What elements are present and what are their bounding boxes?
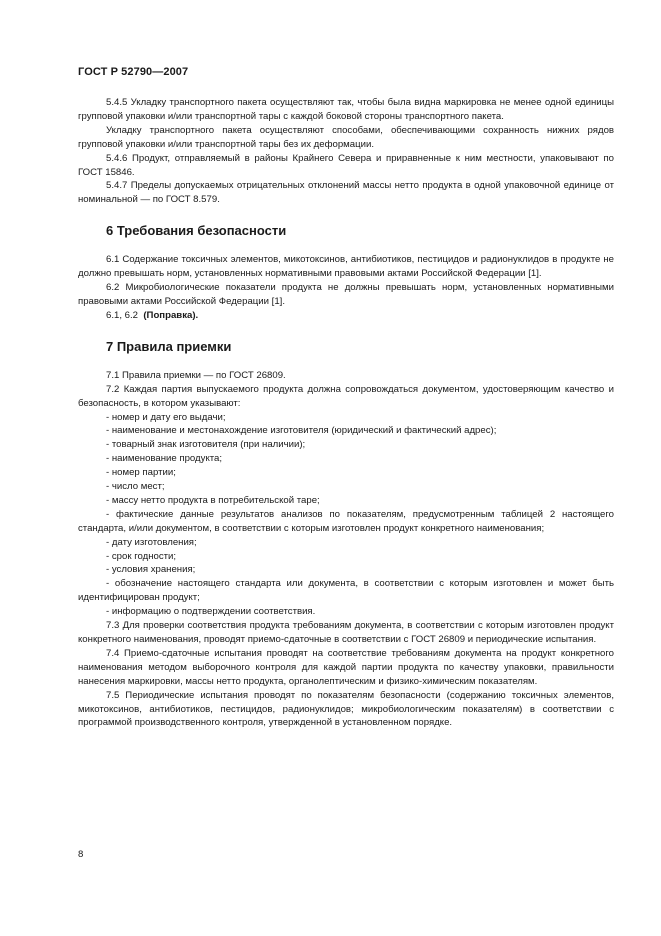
list-item: - наименование продукта; <box>106 453 223 465</box>
amendment-label: (Поправка). <box>143 309 199 321</box>
list-item: - номер партии; <box>106 467 176 479</box>
list-item: - обозначение настоящего стандарта или документа, в соответствии с которым изготовлен и может быть идентифицирован продукт; <box>78 578 614 604</box>
list-item: - массу нетто продукта в потребительской таре; <box>106 494 320 506</box>
amendment-note <box>78 309 614 323</box>
list-item: - наименование и местонахождение изготовителя (юридический и фактический адрес); <box>106 425 497 437</box>
paragraph-5-4-7: 5.4.7 Пределы допускаемых отрицательных отклонений массы нетто продукта в одной упаковочной единице от номинальной — по ГОСТ 8.579. <box>78 180 614 206</box>
list-item: - информацию о подтверждении соответствия. <box>106 606 316 618</box>
list-item: - товарный знак изготовителя (при наличии); <box>106 439 306 451</box>
section-7-heading: 7 Правила приемки <box>106 338 232 354</box>
page-content <box>78 96 614 730</box>
list-item: - условия хранения; <box>106 564 196 576</box>
section-6-heading: 6 Требования безопасности <box>106 223 287 239</box>
page-number: 8 <box>78 849 84 860</box>
standard-header: ГОСТ Р 52790—2007 <box>78 66 189 78</box>
list-item: - число мест; <box>106 481 165 493</box>
paragraph-7-1: 7.1 Правила приемки — по ГОСТ 26809. <box>106 369 286 381</box>
paragraph-7-4: 7.4 Приемо-сдаточные испытания проводят на соответствие требованиям документа на продукт конкретного наименования методом выборочного контроля для каждой партии продукта по качеству упаковки, правильности нанесения маркировки, массы нетто продукта, органолептическим и физико-химическим показателям. <box>78 647 614 687</box>
paragraph-5-4-6: 5.4.6 Продукт, отправляемый в районы Крайнего Севера и приравненные к ним местности, упаковывают по ГОСТ 15846. <box>78 152 614 178</box>
paragraph-5-4-5-continued: Укладку транспортного пакета осуществляют способами, обеспечивающими сохранность нижних рядов групповой упаковки и/или транспортной тары без их деформации. <box>78 124 614 150</box>
paragraph-6-2: 6.2 Микробиологические показатели продукта не должны превышать норм, установленных нормативными правовыми актами Российской Федерации [1]. <box>78 282 614 307</box>
paragraph-6-1: 6.1 Содержание токсичных элементов, микотоксинов, антибиотиков, пестицидов и радионуклидов в продукте не должно превышать норм, установленных нормативными правовыми актами Российской Федерации [1]. <box>78 254 614 280</box>
paragraph-7-5: 7.5 Периодические испытания проводят по показателям безопасности (содержанию токсичных элементов, микотоксинов, антибиотиков, пестицидов, радионуклидов; микробиологическим показателям) в соответствии с программой производственного контроля, утвержденной в установленном порядке. <box>78 689 614 729</box>
paragraph-7-3: 7.3 Для проверки соответствия продукта требованиям документа, в соответствии с которым изготовлен продукт конкретного наименования, проводят приемо-сдаточные в соответствии с ГОСТ 26809 и периодические испытания. <box>78 620 614 645</box>
list-item: - срок годности; <box>106 550 177 562</box>
list-item: - номер и дату его выдачи; <box>106 411 226 423</box>
amendment-ref: 6.1, 6.2 <box>106 309 139 321</box>
paragraph-5-4-5: 5.4.5 Укладку транспортного пакета осуществляют так, чтобы была видна маркировка не менее одной единицы групповой упаковки и/или транспортной тары с каждой боковой стороны транспортного пакета. <box>78 97 614 122</box>
paragraph-7-2: 7.2 Каждая партия выпускаемого продукта должна сопровождаться документом, удостоверяющим качество и безопасность, в котором указывают: <box>78 383 614 409</box>
list-item: - фактические данные результатов анализов по показателям, предусмотренным таблицей 2 настоящего стандарта, и/или документом, в соответствии с которым изготовлен продукт конкретного наименования; <box>78 508 614 534</box>
list-item: - дату изготовления; <box>106 536 197 548</box>
